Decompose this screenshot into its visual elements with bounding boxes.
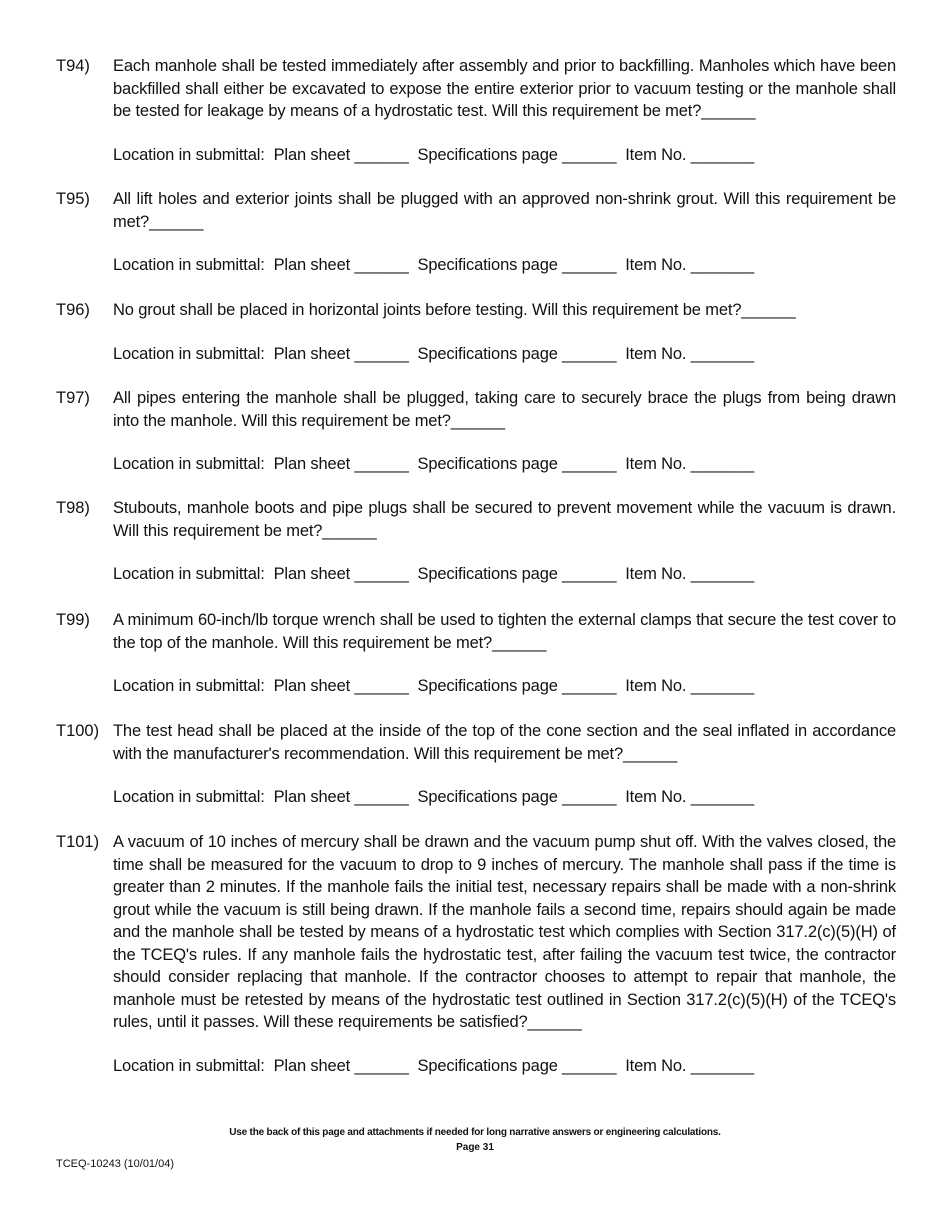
question-t97 — [56, 387, 896, 476]
question-t99 — [56, 609, 896, 698]
question-number: T97) — [56, 389, 90, 407]
location-in-submittal: Location in submittal: Plan sheet ______ Specifications page ______ Item No. _______ — [113, 677, 754, 695]
location-in-submittal: Location in submittal: Plan sheet ______ Specifications page ______ Item No. _______ — [113, 145, 754, 164]
question-text: The test head shall be placed at the inside of the top of the cone section and the seal inflated in accordance with the manufacturer's recommendation. Will this requirement be met?______ — [113, 722, 896, 763]
location-in-submittal: Location in submittal: Plan sheet ______ Specifications page ______ Item No. _______ — [113, 455, 754, 473]
location-in-submittal: Location in submittal: Plan sheet ______ Specifications page ______ Item No. _______ — [113, 344, 754, 363]
location-in-submittal: Location in submittal: Plan sheet ______ Specifications page ______ Item No. _______ — [113, 788, 754, 806]
question-t101 — [56, 831, 896, 1077]
question-text: Stubouts, manhole boots and pipe plugs shall be secured to prevent movement while the vacuum is drawn. Will this requirement be met?______ — [113, 499, 896, 540]
question-t98 — [56, 497, 896, 586]
question-number: T94) — [56, 57, 90, 75]
question-text: A minimum 60-inch/lb torque wrench shall be used to tighten the external clamps that secure the test cover to the top of the manhole. Will this requirement be met?______ — [113, 611, 896, 652]
form-id: TCEQ-10243 (10/01/04) — [56, 1158, 175, 1170]
question-text: All lift holes and exterior joints shall be plugged with an approved non-shrink grout. Will this requirement be met?______ — [113, 190, 896, 231]
question-number: T99) — [56, 611, 90, 629]
question-t100 — [56, 720, 896, 809]
question-number: T101) — [56, 833, 100, 851]
page-number: Page 31 — [456, 1142, 494, 1153]
location-in-submittal: Location in submittal: Plan sheet ______ Specifications page ______ Item No. _______ — [113, 256, 754, 274]
question-text: No grout shall be placed in horizontal joints before testing. Will this requirement be met?______ — [113, 301, 796, 319]
question-t94 — [56, 55, 896, 166]
location-in-submittal: Location in submittal: Plan sheet ______ Specifications page ______ Item No. _______ — [113, 565, 754, 583]
question-number: T95) — [56, 190, 90, 208]
question-text: All pipes entering the manhole shall be plugged, taking care to securely brace the plugs from being drawn into the manhole. Will this requirement be met?______ — [113, 389, 896, 430]
question-number: T96) — [56, 301, 90, 319]
question-t95 — [56, 188, 896, 277]
location-in-submittal: Location in submittal: Plan sheet ______ Specifications page ______ Item No. _______ — [113, 1056, 754, 1075]
question-number: T98) — [56, 499, 90, 517]
question-text: Each manhole shall be tested immediately after assembly and prior to backfilling. Manholes which have been backfilled shall either be excavated to expose the entire exterior prior to vacuum testing or the manhole shall be tested for leakage by means of a hydrostatic test. Will this requirement be met?______ — [113, 57, 896, 120]
question-number: T100) — [56, 722, 100, 740]
question-t96 — [56, 299, 896, 365]
footer-note: Use the back of this page and attachments if needed for long narrative answers or engineering calculations. — [229, 1127, 721, 1138]
question-text: A vacuum of 10 inches of mercury shall be drawn and the vacuum pump shut off. With the valves closed, the time shall be measured for the vacuum to drop to 9 inches of mercury. The manhole shall pass if the time is greater than 2 minutes. If the manhole fails the initial test, necessary repairs shall be made with a non-shrink grout while the vacuum is still being drawn. If the manhole fails a second time, repairs should again be made and the manhole shall be tested by means of a hydrostatic test which complies with Section 317.2(c)(5)(H) of the TCEQ's rules. If any manhole fails the hydrostatic test, after failing the vacuum test twice, the contractor should consider replacing that manhole. If the contractor chooses to attempt to repair that manhole, the manhole must be retested by means of the hydrostatic test outlined in Section 317.2(c)(5)(H) of the TCEQ's rules, until it passes. Will these requirements be satisfied?______ — [113, 833, 896, 1031]
